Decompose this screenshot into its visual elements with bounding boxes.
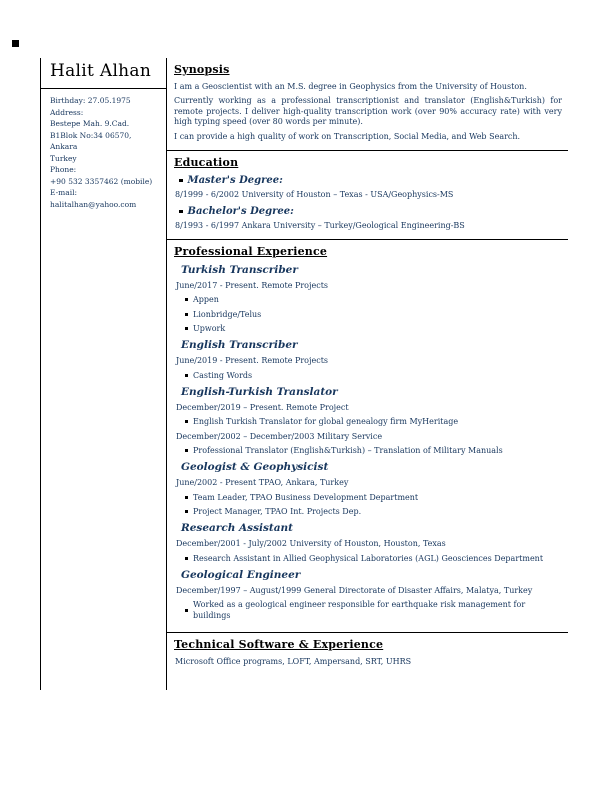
sidebar [41,58,166,690]
experience-period [174,355,562,381]
contact-address-2: B1Blok No:34 06570, [50,130,132,140]
contact-phone-label: Phone: [50,165,77,174]
bullet-icon [185,449,188,452]
bullet-text: Professional Translator (English&Turkish) – Translation of Military Manuals [193,446,503,456]
bullet-icon [185,609,188,612]
experience-bullet-item [185,445,562,456]
experience-entry [174,264,562,335]
degree-detail: 8/1999 - 6/2002 University of Houston – Texas - USA/Geophysics-MS [175,189,454,199]
contact-address-1: Bestepe Mah. 9.Cad. [50,119,130,128]
synopsis-paragraph: Currently working as a professional transcriptionist and translator (English&Turkish) for remote projects. I deliver high-quality transcription work (over 90% accuracy rate) with very high typing speed (over 80 words per minute). [174,96,562,127]
experience-bullet-item [185,309,562,320]
contact-email: halitalhan@yahoo.com [50,199,137,209]
bullet-text: Appen [193,295,219,305]
technical-heading: Technical Software & Experience [174,637,384,651]
job-title: English-Turkish Translator [181,385,338,398]
bullet-text: Casting Words [193,370,253,380]
bullet-text: Upwork [193,324,226,334]
synopsis-heading: Synopsis [174,63,230,76]
contact-city: Ankara [50,142,78,151]
experience-bullet-item [185,323,562,334]
bullet-icon [185,510,188,513]
main-content [166,58,568,690]
section-education [167,150,568,239]
resume-layout [40,58,568,690]
contact-email-label: E-mail: [50,188,78,197]
education-heading: Education [174,155,239,169]
job-title: Research Assistant [181,522,294,535]
contact-country: Turkey [50,153,77,163]
bullet-text: Project Manager, TPAO Int. Projects Dep. [193,507,362,517]
section-synopsis [167,58,568,150]
experience-entry [174,569,562,622]
degree-title [179,206,562,217]
period-line: December/2001 - July/2002 University of Houston, Houston, Texas [176,539,446,549]
experience-entry [174,522,562,564]
bullet-icon [185,557,188,560]
job-title: Geologist & Geophysicist [181,461,329,474]
bullet-icon [185,374,188,377]
experience-period [174,538,562,564]
experience-bullet-item [185,599,562,621]
experience-bullet-item [185,492,562,503]
experience-period [174,477,562,517]
contact-birthday: Birthday: 27.05.1975 [50,96,131,105]
candidate-name: Halit Alhan [50,61,152,81]
bullet-icon [185,327,188,330]
synopsis-paragraph: I am a Geoscientist with an M.S. degree in Geophysics from the University of Houston. [174,82,527,91]
experience-entry [174,386,562,457]
section-technical [167,632,568,675]
job-title: Turkish Transcriber [181,263,298,276]
experience-bullet-item [185,294,562,305]
synopsis-paragraph: I can provide a high quality of work on Transcription, Social Media, and Web Search. [174,131,521,141]
period-line: December/1997 – August/1999 General Directorate of Disaster Affairs, Malatya, Turkey [176,585,533,595]
period-line: December/2019 – Present. Remote Project [176,402,349,412]
period-line: June/2019 - Present. Remote Projects [176,356,329,366]
bullet-icon [179,179,183,183]
bullet-icon [179,210,183,214]
technical-skills-text: Microsoft Office programs, LOFT, Ampersand, SRT, UHRS [175,656,412,666]
degree-title [179,175,562,186]
experience-bullet-item [185,553,562,564]
name-block [41,58,166,89]
experience-bullet-item [185,370,562,381]
experience-bullet-item [185,506,562,517]
degree-title-text: Master's Degree: [187,174,283,186]
education-item [174,175,562,199]
bullet-icon [185,313,188,316]
contact-address-label: Address: [50,107,84,117]
experience-entry [174,339,562,381]
section-experience [167,239,568,632]
experience-period [174,280,562,335]
experience-bullet-item [185,416,562,427]
bullet-text: Team Leader, TPAO Business Development Department [193,492,419,502]
degree-detail: 8/1993 - 6/1997 Ankara University – Turkey/Geological Engineering-BS [175,220,465,230]
experience-period [174,431,562,457]
job-title: English Transcriber [181,339,298,352]
bullet-icon [185,420,188,423]
contact-info [41,89,166,210]
corner-mark [12,40,19,47]
education-item [174,206,562,230]
period-line: June/2002 - Present TPAO, Ankara, Turkey [176,478,349,488]
bullet-icon [185,298,188,301]
experience-period [174,402,562,428]
experience-entry [174,461,562,517]
bullet-text: Worked as a geological engineer responsible for earthquake risk management for buildings [193,600,526,621]
bullet-text: English Turkish Translator for global genealogy firm MyHeritage [193,417,459,427]
bullet-text: Research Assistant in Allied Geophysical Laboratories (AGL) Geosciences Department [193,553,544,563]
degree-title-text: Bachelor's Degree: [187,205,294,217]
period-line: June/2017 - Present. Remote Projects [176,280,329,290]
bullet-text: Lionbridge/Telus [193,309,262,319]
contact-phone: +90 532 3357462 (mobile) [50,176,153,186]
experience-heading: Professional Experience [174,244,328,258]
experience-period [174,585,562,622]
job-title: Geological Engineer [181,568,301,581]
period-line: December/2002 – December/2003 Military Service [176,431,383,441]
bullet-icon [185,496,188,499]
